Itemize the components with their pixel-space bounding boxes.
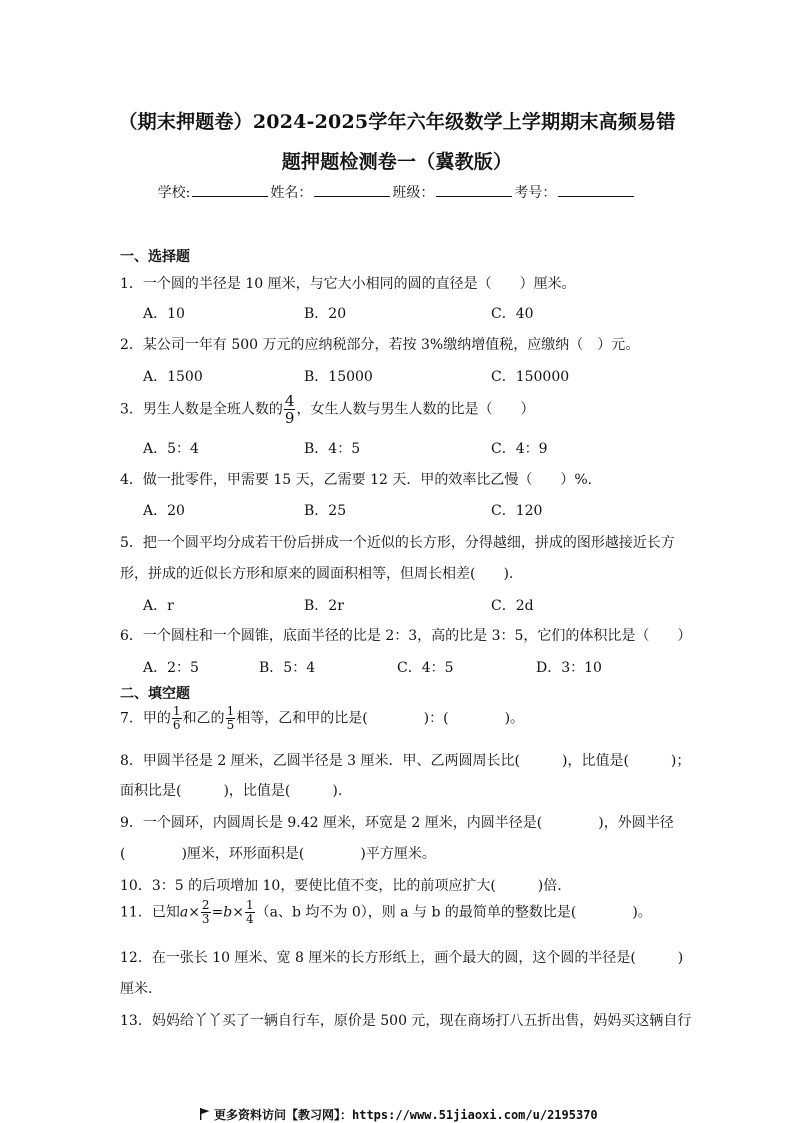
- question-3: [120, 393, 534, 426]
- school-blank[interactable]: [192, 182, 268, 197]
- q1-option-a[interactable]: A．10: [143, 306, 185, 322]
- question-4: 4．做一批零件，甲需要 15 天，乙需要 12 天．甲的效率比乙慢（ ）%.: [120, 472, 593, 488]
- q6-option-c[interactable]: C．4：5: [397, 660, 454, 676]
- q7-fraction-1: [172, 705, 182, 732]
- q11-pre-text: 11．已知: [120, 904, 180, 921]
- q11-fraction-1-numerator: 2: [201, 898, 210, 912]
- class-blank[interactable]: [436, 182, 512, 197]
- question-12-line-2: 厘米.: [120, 981, 153, 997]
- q3-fraction-denominator: 9: [284, 409, 295, 427]
- q5-option-c[interactable]: C．2d: [491, 598, 534, 614]
- q3-option-c[interactable]: C．4：9: [491, 441, 548, 457]
- q2-option-b[interactable]: B．15000: [304, 369, 373, 385]
- question-6: 6．一个圆柱和一个圆锥，底面半径的比是 2：3，高的比是 3：5，它们的体积比是（ ）: [120, 628, 692, 644]
- question-9-line-2: ( )厘米，环形面积是( )平方厘米。: [120, 846, 436, 862]
- q7-pre-text: 7．甲的: [120, 710, 171, 727]
- q1-option-c[interactable]: C．40: [491, 306, 534, 322]
- q7-fraction-1-denominator: 6: [172, 718, 181, 732]
- q11-times-1: ×: [188, 904, 200, 921]
- footer: [200, 1106, 598, 1123]
- q3-post-text: ，女生人数与男生人数的比是（ ）: [296, 401, 535, 418]
- question-8-line-1: 8．甲圆半径是 2 厘米，乙圆半径是 3 厘米．甲、乙两圆周长比( )，比值是( )；: [120, 753, 691, 769]
- q7-fraction-2-denominator: 5: [226, 718, 235, 732]
- q6-option-b[interactable]: B．5：4: [259, 660, 316, 676]
- question-7: [120, 705, 524, 732]
- question-1: 1．一个圆的半径是 10 厘米，与它大小相同的圆的直径是（ ）厘米。: [120, 276, 576, 292]
- section-fill-title: 二、填空题: [120, 686, 190, 702]
- question-10: 10．3：5 的后项增加 10，要使比值不变，比的前项应扩大( )倍.: [120, 878, 562, 894]
- q11-var-a: a: [179, 904, 189, 921]
- class-label: 班级：: [392, 185, 435, 201]
- q11-fraction-2-denominator: 4: [246, 912, 254, 926]
- q7-post-text: 相等，乙和甲的比是( )：( )。: [236, 710, 525, 727]
- q4-option-a[interactable]: A．20: [143, 503, 185, 519]
- q1-option-b[interactable]: B．20: [304, 306, 347, 322]
- exam-no-blank[interactable]: [558, 182, 634, 197]
- question-9-line-1: 9．一个圆环，内圆周长是 9.42 厘米，环宽是 2 厘米，内圆半径是( )，外圆半径: [120, 815, 674, 831]
- student-info-row: [0, 182, 794, 202]
- q11-equals: =: [211, 904, 224, 921]
- flag-icon: [200, 1108, 210, 1120]
- q7-fraction-2-numerator: 1: [226, 704, 235, 718]
- q7-fraction-2: [226, 705, 236, 732]
- q3-fraction-numerator: 4: [284, 392, 295, 410]
- question-8-line-2: 面积比是( )，比值是( ).: [120, 783, 343, 799]
- q2-option-a[interactable]: A．1500: [143, 369, 203, 385]
- q5-option-a[interactable]: A．r: [143, 598, 174, 614]
- question-11: [120, 899, 652, 926]
- q11-fraction-2: [245, 899, 255, 926]
- q3-option-b[interactable]: B．4：5: [304, 441, 361, 457]
- q2-option-c[interactable]: C．150000: [491, 369, 570, 385]
- q11-post-text: （a、b 均不为 0），则 a 与 b 的最简单的整数比是( )。: [255, 904, 652, 921]
- q6-option-d[interactable]: D．3：10: [536, 660, 602, 676]
- q4-option-c[interactable]: C．120: [491, 503, 543, 519]
- question-12-line-1: 12．在一张长 10 厘米、宽 8 厘米的长方形纸上，画个最大的圆，这个圆的半径是( ): [120, 950, 684, 966]
- q7-mid-text: 和乙的: [182, 710, 225, 727]
- section-choice-title: 一、选择题: [120, 249, 190, 265]
- name-blank[interactable]: [314, 182, 390, 197]
- q3-pre-text: 3．男生人数是全班人数的: [120, 401, 283, 418]
- question-2: 2．某公司一年有 500 万元的应纳税部分，若按 3%缴纳增值税，应缴纳（ ）元。: [120, 337, 640, 353]
- q7-fraction-1-numerator: 1: [172, 704, 181, 718]
- q5-option-b[interactable]: B．2r: [304, 598, 344, 614]
- footer-link-text[interactable]: 更多资料访问【教习网】：https://www.51jiaoxi.com/u/2195370: [214, 1108, 598, 1122]
- question-5-line-2: 形，拼成的近似长方形和原来的圆面积相等，但周长相差( ).: [120, 566, 514, 582]
- q11-fraction-1: [201, 899, 211, 926]
- q11-fraction-2-numerator: 1: [246, 898, 254, 912]
- school-label: 学校:: [157, 185, 191, 201]
- q11-times-2: ×: [232, 904, 244, 921]
- question-5-line-1: 5．把一个圆平均分成若干份后拼成一个近似的长方形，分得越细，拼成的图形越接近长方: [120, 535, 675, 551]
- title-line-1: （期末押题卷）2024-2025学年六年级数学上学期期末高频易错: [118, 111, 676, 133]
- title-line-2: 题押题检测卷一（冀教版）: [281, 151, 513, 173]
- question-13: 13．妈妈给丫丫买了一辆自行车，原价是 500 元，现在商场打八五折出售，妈妈买这辆自行: [120, 1013, 692, 1029]
- q3-option-a[interactable]: A．5：4: [143, 441, 199, 457]
- name-label: 姓名：: [270, 185, 313, 201]
- q11-var-b: b: [223, 904, 233, 921]
- q4-option-b[interactable]: B．25: [304, 503, 347, 519]
- q6-option-a[interactable]: A．2：5: [143, 660, 199, 676]
- q11-fraction-1-denominator: 3: [201, 912, 210, 926]
- exam-no-label: 考号：: [514, 185, 557, 201]
- q3-fraction: [284, 393, 296, 426]
